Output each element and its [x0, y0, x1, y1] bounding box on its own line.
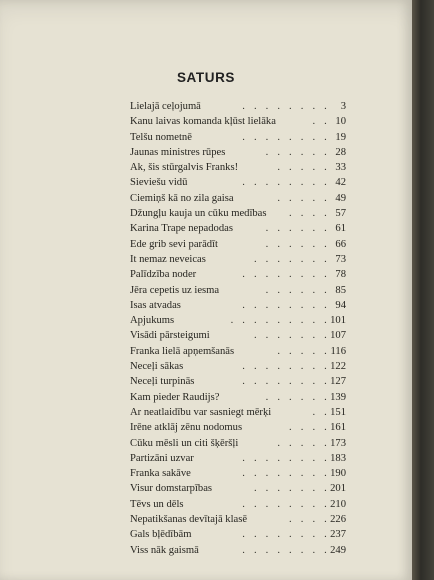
dot-leader: . . . . . — [277, 162, 330, 174]
chapter-title: Sieviešu vidū — [130, 177, 188, 189]
page-number: 107 — [330, 330, 346, 342]
chapter-title: Ciemiņš kā no zila gaisa — [130, 192, 234, 204]
page-number: 122 — [330, 361, 346, 373]
page-number: 127 — [330, 376, 346, 388]
toc-entry — [130, 283, 346, 298]
page-number: 190 — [330, 468, 346, 480]
dot-leader: . . . . . . . — [253, 330, 330, 342]
page-number: 78 — [335, 269, 346, 281]
dot-leader: . . . . . . — [265, 284, 330, 296]
page-number: 226 — [330, 514, 346, 526]
chapter-title: Palīdzība noder — [130, 269, 197, 281]
page-number: 173 — [330, 437, 346, 449]
page-number: 28 — [335, 146, 346, 158]
page-number: 3 — [340, 101, 346, 112]
toc-entry — [130, 175, 346, 190]
toc-entry — [130, 114, 346, 129]
toc-entry — [130, 191, 346, 206]
toc-entry — [130, 298, 346, 313]
chapter-title: Gals bļēdībām — [130, 529, 192, 541]
dot-leader: . . . . . . . — [253, 253, 330, 265]
chapter-title: Neceļi sākas — [130, 361, 184, 373]
toc-entry — [130, 390, 346, 405]
page-number: 66 — [335, 238, 346, 250]
dot-leader: . . . . . — [277, 192, 330, 204]
dot-leader: . . — [312, 116, 330, 128]
page-number: 94 — [335, 299, 346, 311]
chapter-title: Lielajā ceļojumā — [130, 101, 201, 112]
dot-leader: . . — [312, 406, 330, 418]
dot-leader: . . . . . — [277, 345, 330, 357]
dot-leader: . . . . — [289, 208, 330, 220]
chapter-title: Džungļu kauja un cūku medības — [130, 208, 267, 220]
chapter-title: Visādi pārsteigumi — [130, 330, 210, 342]
dot-leader: . . . . . . . . — [242, 101, 330, 112]
dot-leader: . . . . . . . . — [242, 452, 330, 464]
chapter-title: Franka lielā apņemšanās — [130, 345, 235, 357]
chapter-title: Ar neatlaidību var sasniegt mērķi — [130, 406, 272, 418]
chapter-title: Cūku mēsli un citi šķēršļi — [130, 437, 239, 449]
chapter-title: Viss nāk gaismā — [130, 544, 199, 556]
toc-entry — [130, 237, 346, 252]
toc-entry — [130, 221, 346, 236]
toc-entry — [130, 252, 346, 267]
toc-entry — [130, 328, 346, 343]
toc-entry — [130, 359, 346, 374]
toc-entry — [130, 543, 346, 558]
page-number: 57 — [335, 208, 346, 220]
chapter-title: Ede grib sevi parādīt — [130, 238, 218, 250]
toc-entry — [130, 344, 346, 359]
table-of-contents — [130, 99, 346, 558]
dot-leader: . . . . . . . . — [242, 529, 330, 541]
toc-entry — [130, 160, 346, 175]
dot-leader: . . . . . . — [265, 391, 330, 403]
page-number: 85 — [335, 284, 346, 296]
dot-leader: . . . . . . . . — [242, 468, 330, 480]
chapter-title: Kanu laivas komanda kļūst lielāka — [130, 116, 276, 128]
chapter-title: Partizāni uzvar — [130, 452, 194, 464]
toc-entry — [130, 497, 346, 512]
chapter-title: Neceļi turpinās — [130, 376, 195, 388]
dot-leader: . . . . . . — [265, 146, 330, 158]
dot-leader: . . . . . . . . — [242, 177, 330, 189]
dot-leader: . . . . . . . . — [242, 269, 330, 281]
toc-entry — [130, 512, 346, 527]
dot-leader: . . . . . . . . — [242, 131, 330, 143]
page-number: 19 — [335, 131, 346, 143]
book-spine-edge — [412, 0, 434, 580]
page-number: 201 — [330, 483, 346, 495]
dot-leader: . . . . . . . . — [242, 376, 330, 388]
toc-entry — [130, 99, 346, 114]
dot-leader: . . . . . . — [265, 223, 330, 235]
page-number: 10 — [335, 116, 346, 128]
toc-entry — [130, 405, 346, 420]
dot-leader: . . . . . . . . — [242, 498, 330, 510]
chapter-title: Franka sakāve — [130, 468, 191, 480]
toc-entry — [130, 451, 346, 466]
dot-leader: . . . . . . . . . — [230, 315, 330, 327]
dot-leader: . . . . — [289, 514, 330, 526]
toc-entry — [130, 466, 346, 481]
toc-entry — [130, 420, 346, 435]
page-number: 73 — [335, 253, 346, 265]
toc-entry — [130, 374, 346, 389]
page-number: 151 — [330, 406, 346, 418]
page-number: 237 — [330, 529, 346, 541]
chapter-title: Isas atvadas — [130, 299, 181, 311]
page-number: 116 — [330, 345, 346, 357]
dot-leader: . . . . . . . . — [242, 299, 330, 311]
chapter-title: Tēvs un dēls — [130, 498, 184, 510]
page-number: 42 — [335, 177, 346, 189]
page-number: 249 — [330, 544, 346, 556]
dot-leader: . . . . . . . . — [242, 544, 330, 556]
dot-leader: . . . . — [289, 422, 330, 434]
toc-entry — [130, 145, 346, 160]
chapter-title: Apjukums — [130, 315, 175, 327]
page-number: 161 — [330, 422, 346, 434]
dot-leader: . . . . . . — [265, 238, 330, 250]
page-number: 49 — [335, 192, 346, 204]
page-number: 210 — [330, 498, 346, 510]
toc-entry — [130, 267, 346, 282]
toc-entry — [130, 313, 346, 328]
chapter-title: Irēne atklāj zēnu nodomus — [130, 422, 243, 434]
dot-leader: . . . . . — [277, 437, 330, 449]
chapter-title: Karina Trape nepadodas — [130, 223, 233, 235]
dot-leader: . . . . . . . — [253, 483, 330, 495]
dot-leader: . . . . . . . . — [242, 361, 330, 373]
page-number: 61 — [335, 223, 346, 235]
page-number: 183 — [330, 452, 346, 464]
toc-entry — [130, 481, 346, 496]
chapter-title: Visur domstarpības — [130, 483, 213, 495]
chapter-title: Jaunas ministres rūpes — [130, 146, 226, 158]
chapter-title: Kam pieder Raudijs? — [130, 391, 220, 403]
toc-entry — [130, 206, 346, 221]
page-number: 33 — [335, 162, 346, 174]
page-title: SATURS — [176, 70, 236, 85]
page-number: 101 — [330, 315, 346, 327]
toc-entry — [130, 130, 346, 145]
chapter-title: Jēra cepetis uz iesma — [130, 284, 220, 296]
toc-entry — [130, 436, 346, 451]
chapter-title: Telšu nometnē — [130, 131, 192, 143]
chapter-title: It nemaz neveicas — [130, 253, 206, 265]
page-number: 139 — [330, 391, 346, 403]
chapter-title: Nepatikšanas devītajā klasē — [130, 514, 248, 526]
toc-entry — [130, 527, 346, 542]
chapter-title: Ak, šis stūrgalvis Franks! — [130, 162, 239, 174]
